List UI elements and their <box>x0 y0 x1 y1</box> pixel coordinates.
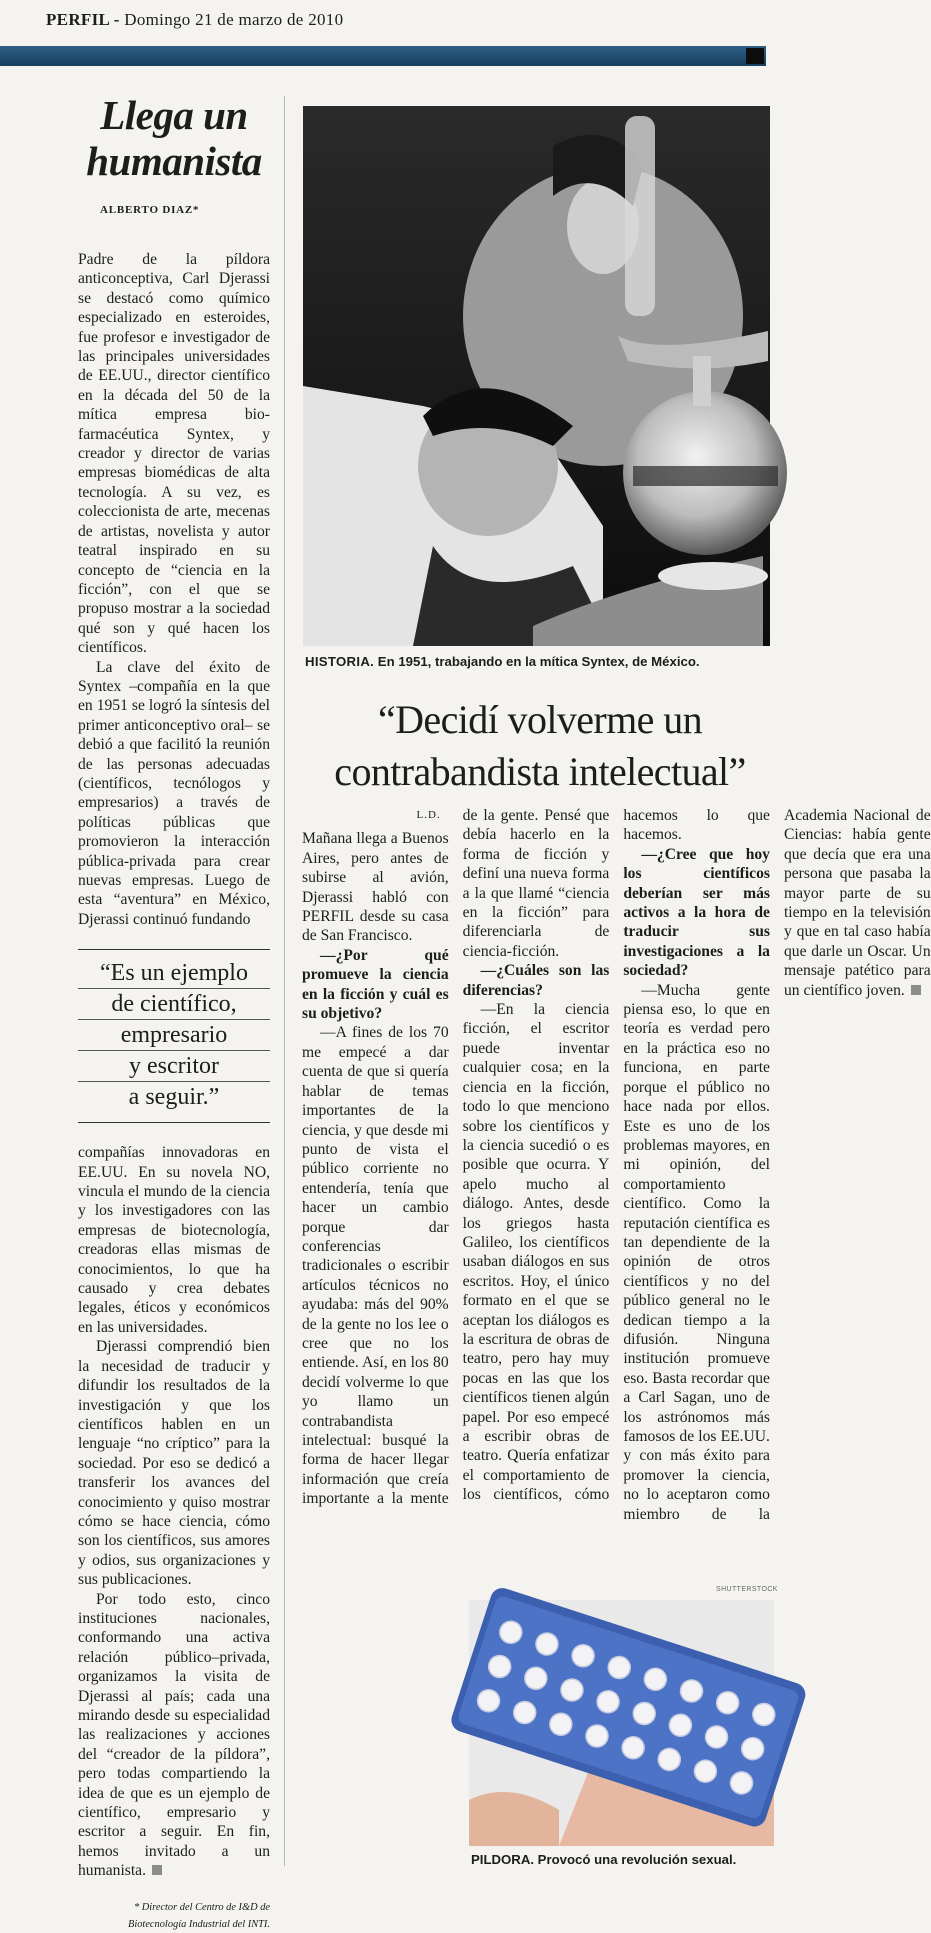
article-body-top <box>78 250 270 929</box>
pill-caption <box>471 1852 781 1867</box>
masthead <box>46 10 766 30</box>
pill-caption-text: Provocó una revolución sexual. <box>534 1852 737 1867</box>
photo-caption <box>305 654 775 669</box>
lab-photo-illustration <box>303 106 770 646</box>
pull-quote <box>78 949 270 1123</box>
photo-credit: SHUTTERSTOCK <box>716 1586 778 1593</box>
interview-body <box>302 806 931 1526</box>
pull-quote-line: “Es un ejemplo <box>100 960 248 987</box>
article-byline: ALBERTO DIAZ* <box>100 204 200 216</box>
issue-date: Domingo 21 de marzo de 2010 <box>124 10 344 29</box>
interview-question: —¿Cree que hoy los científicos deberían ser más activos a la hora de traducir sus investigaciones a la sociedad? <box>623 845 770 980</box>
article-paragraph: Djerassi comprendió bien la necesidad de traducir y difundir los resultados de la investigación y que los científicos hablen en un lenguaje “no críptico” para la sociedad. Por eso se dedicó a transferir los avances del conocimiento y quiso mostrar cómo se hace ciencia, cómo son los científicos, sus amores y odios, sus organizaciones y sus publicaciones. <box>78 1338 270 1589</box>
pill-photo <box>469 1600 774 1846</box>
article-paragraph <box>78 1590 270 1881</box>
interview-answer: Mañana llega a Buenos Aires, pero antes de subirse al avión, Djerassi habló con PERFIL desde su casa de San Francisco. <box>302 830 449 945</box>
interview-answer-text: —Mucha gente piensa eso, lo que en teoría es verdad pero en la práctica eso no funciona, en parte porque el público no hace nada por ellos. Este es uno de los problemas mayores, en mi opinión, del comportamiento científico. Como la reputación científica es tan dependiente de la opinión de otros científicos y no del público general no le dedican tiempo a la difusión. Ninguna institución promueve eso. Basta recordar que a Carl Sagan, uno de los astrónomos más famosos de los EE.UU. y con más éxito para promover la ciencia, no lo aceptaron como miembro de la Academia Nacional de Ciencias: había gente que decía que era una persona que pasaba la mayor parte de su tiempo en la televisión y que en tal caso había que darle un Oscar. Un mensaje patético para un científico joven. <box>623 807 931 1523</box>
article-paragraph: Padre de la píldora anticonceptiva, Carl Djerassi se destacó como químico especializado en esteroides, fue profesor e investigador de las principales universidades de EE.UU., director científico en la década del 50 de la mítica empresa bio-farmacéutica Syntex, y creador y director de varias empresas biomédicas de alta tecnología. A su vez, es coleccionista de arte, mecenas de artistas, novelista y autor teatral inspirado en su concepto de “ciencia en la ficción”, con el que se propuso mostrar a la sociedad qué son y qué hacen los científicos. <box>78 251 270 657</box>
column-divider <box>284 96 285 1866</box>
masthead-separator: - <box>109 10 125 29</box>
interview-question: —¿Por qué promueve la ciencia en la ficción y cuál es su objetivo? <box>302 946 449 1023</box>
photo-caption-text: En 1951, trabajando en la mítica Syntex, de México. <box>374 654 700 669</box>
article-headline: Llega un humanista <box>86 92 262 184</box>
pill-caption-label: PILDORA. <box>471 1852 535 1867</box>
footnote-line: Biotecnología Industrial del INTI. <box>128 1918 270 1930</box>
historic-lab-photo <box>303 106 770 646</box>
end-mark-icon <box>152 1865 162 1875</box>
pull-quote-line: y escritor <box>78 1050 270 1081</box>
interview-answer: —En la ciencia ficción, el escritor puede inventar cualquier cosa; en la ciencia en la ficción, todo lo que menciono sobre los científicos y la ciencia sucedió o es posible que ocurra. Y apelo mucho al diálogo. Antes, desde los griegos hasta Galileo, los científicos usaban diálogos en sus escritos. Hoy, el único formato en el que se aceptan los diálogos es la escritura de obras de teatro, pero hay muy pocas en las que los científicos tienen algún papel. Por eso empecé a escribir obras de teatro. Quería enfatizar el comportamiento de los científicos, cómo hacemos lo que hacemos. <box>462 807 770 1504</box>
pull-quote-line: empresario <box>78 1019 270 1050</box>
article-paragraph: La clave del éxito de Syntex –compañía en la que en 1951 se logró la síntesis del primer anticonceptivo oral– se debió a que facilitó la reunión de las personas adecuadas (científicos, tecnólogos y empresarios) a través de políticas públicas que promovieron la interacción pública-privada para crear nuevas empresas. Luego de esta “aventura” en México, Djerassi continuó fundando <box>78 658 270 928</box>
article-paragraph: compañías innovadoras en EE.UU. En su novela NO, vincula el mundo de la ciencia y los investigadores con las empresas de biotecnología, creadoras ellas mismas de conocimientos, lo que ha causado y crea debates legales, éticos y económicos en las universidades. <box>78 1144 270 1336</box>
interview-initials: L.D. <box>416 809 441 821</box>
end-mark-icon <box>911 985 921 995</box>
section-rule-end <box>746 48 764 64</box>
interview-title: “Decidí volverme un contrabandista intelectual” <box>334 697 746 794</box>
paper-name: PERFIL <box>46 10 110 29</box>
interview-answer: —A fines de los 70 me empecé a dar cuenta de que si quería hablar de temas importantes de la ciencia, y que desde mi punto de vista el público corriente no entendería, tenía que hacer un cambio porque dar conferencias tradicionales o escribir artículos técnicos no ayudaba: más del 90% de la gente no los lee o cree que no los entiende. Así, en los 80 decidí volverme lo que yo llamo un contrabandista intelectual: busqué la forma de hacer llegar información que creía importante a la mente de la gente. Pensé que debía hacerlo en la forma de ficción y definí una nueva forma a la que llamé “ciencia en la ficción” para diferenciarla de ciencia-ficción. <box>302 807 610 1508</box>
article-body-bottom <box>78 1143 270 1880</box>
author-footnote <box>78 1899 270 1933</box>
footnote-line: * Director del Centro de I&D de <box>133 1901 270 1913</box>
pull-quote-line: de científico, <box>78 988 270 1019</box>
pull-quote-line: a seguir.” <box>78 1081 270 1112</box>
interview-question: —¿Cuáles son las diferencias? <box>462 962 610 999</box>
article-paragraph-text: Por todo esto, cinco instituciones nacionales, conformando una activa relación público–privada, organizamos la visita de Djerassi al país; cada una mirando desde su especialidad las realizaciones y acciones del “creador de la píldora”, pero todas compartiendo la idea de que es un ejemplo de científico, empresario y escritor a seguir. En fin, hemos invitado a un humanista. <box>78 1590 270 1880</box>
main-article <box>78 92 270 1933</box>
section-rule <box>0 46 766 66</box>
photo-caption-label: HISTORIA. <box>305 654 375 669</box>
pill-pack-illustration <box>469 1600 774 1846</box>
